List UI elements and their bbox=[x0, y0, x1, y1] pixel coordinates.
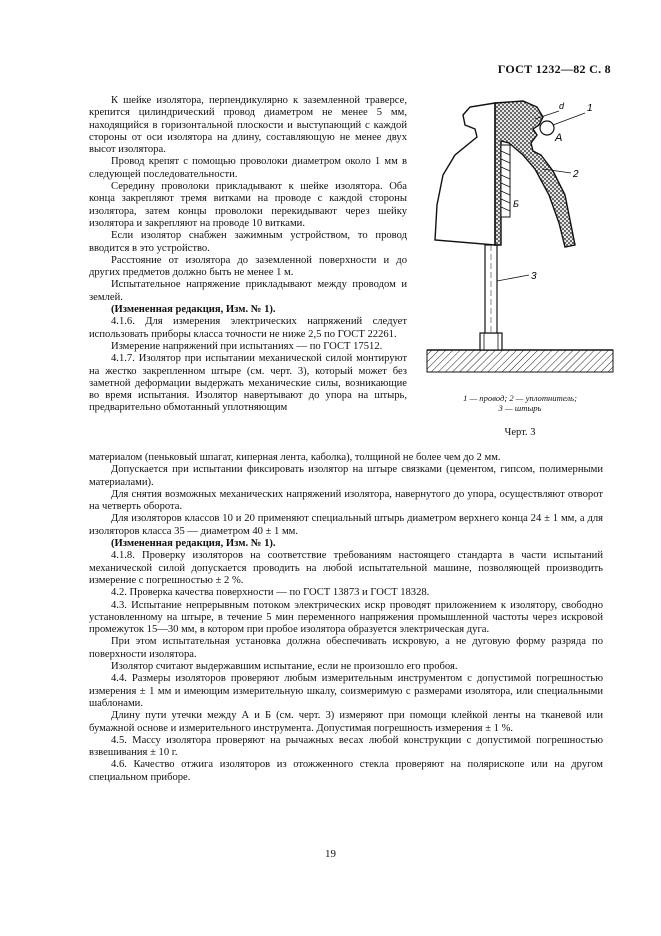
thread-zone bbox=[501, 145, 510, 217]
caption-line-1: 1 — провод; 2 — уплотнитель; bbox=[463, 393, 577, 403]
page-number: 19 bbox=[325, 848, 336, 860]
figure-caption bbox=[432, 393, 608, 413]
paragraph: Допускается при испытании фиксировать изолятор на штыре связками (цементом, гипсом, полимерными материалами). bbox=[89, 464, 603, 488]
paragraph-continuation: материалом (пеньковый шпагат, киперная лента, каболка), толщиной не более чем до 2 мм. bbox=[89, 452, 501, 463]
ground-base bbox=[427, 350, 613, 372]
label-1: 1 bbox=[587, 103, 593, 114]
paragraph: 4.3. Испытание непрерывным потоком электрических искр проводят приложением к изолятору, свободно установленному на штыре, в течение 5 мин переменного напряжения промышленной частоты через искровой промежуток 15—30 мм, в котором при пробое изолятора образуется электрическая дуга. bbox=[89, 599, 603, 636]
paragraph: При этом испытательная установка должна обеспечивать искровую, а не дуговую форму разряда по поверхности изолятора. bbox=[89, 636, 603, 660]
top-column-text bbox=[89, 95, 407, 415]
paragraph: К шейке изолятора, перпендикулярно к заземленной траверсе, крепится цилиндрический провод диаметром не менее 5 мм, находящийся в горизонтальной плоскости и выступающий с каждой стороны от оси изолятора на длину, составляющую не менее двух высот изолятора. bbox=[89, 95, 407, 156]
full-width-text bbox=[89, 452, 603, 784]
paragraph: Середину проволоки прикладывают к шейке изолятора. Оба конца закрепляют тремя витками на проводе с каждой стороны изолятора, затем концы проволоки перекидывают через шейку изолятора и закрепляют на проводе 10 витками. bbox=[89, 181, 407, 229]
label-a: А bbox=[555, 132, 563, 144]
figure-title: Черт. 3 bbox=[504, 427, 536, 438]
paragraph: 4.4. Размеры изоляторов проверяют любым измерительным инструментом с допустимой погрешностью измерения ± 1 мм и имеющим измерительную шкалу, соизмеримую с размерами изолятора, или специальными шаблонами. bbox=[89, 673, 603, 709]
label-2: 2 bbox=[573, 169, 579, 180]
paragraph: 4.1.6. Для измерения электрических напряжений следует использовать приборы класса точности не ниже 2,5 по ГОСТ 22261. bbox=[89, 316, 407, 340]
caption-line-2: 3 — штырь bbox=[498, 403, 542, 413]
paragraph: Измерение напряжений при испытаниях — по ГОСТ 17512. bbox=[111, 340, 383, 352]
wire-circle bbox=[540, 121, 554, 135]
insulator-drawing bbox=[425, 95, 615, 375]
paragraph: 4.1.8. Проверку изоляторов на соответствие требованиям настоящего стандарта в части испытаний механической силой допускается проводить на любой испытательной машине, позволяющей производить измерение с погрешностью ± 2 %. bbox=[89, 550, 603, 586]
running-header: ГОСТ 1232—82 С. 8 bbox=[497, 62, 611, 76]
label-3: 3 bbox=[531, 271, 537, 282]
paragraph: Если изолятор снабжен зажимным устройством, то провод вводится в это устройство. bbox=[89, 230, 407, 254]
paragraph: Расстояние от изолятора до заземленной поверхности и до других предметов должно быть не менее 1 м. bbox=[89, 254, 407, 279]
paragraph: 4.2. Проверка качества поверхности — по ГОСТ 13873 и ГОСТ 18328. bbox=[111, 587, 430, 599]
amendment-note: (Измененная редакция, Изм. № 1). bbox=[111, 538, 276, 550]
paragraph: Изолятор считают выдержавшим испытание, если не произошло его пробоя. bbox=[111, 661, 458, 673]
label-d: d bbox=[559, 101, 565, 111]
label-b: Б bbox=[513, 199, 519, 209]
paragraph: Для изоляторов классов 10 и 20 применяют специальный штырь диаметром верхнего конца 24 ± 1 мм, а для изоляторов класса 35 — диаметром 40 ± 1 мм. bbox=[89, 513, 603, 537]
paragraph: 4.6. Качество отжига изоляторов из отожженного стекла проверяют на полярископе или на другом специальном приборе. bbox=[89, 759, 603, 783]
amendment-note: (Измененная редакция, Изм. № 1). bbox=[111, 304, 276, 316]
paragraph: 4.1.7. Изолятор при испытании механической силой монтируют на жестко закрепленном штыре (см. черт. 3), который может без заметной деформации выдержать механические силы, возникающие во время испытания. Изолятор навертывают до упора на штырь, предварительно обмотанный уплотняющим bbox=[89, 353, 407, 414]
pin-nut bbox=[480, 333, 502, 350]
insulator-left-half bbox=[435, 103, 495, 245]
paragraph: Для снятия возможных механических напряжений изолятора, навернутого до упора, осуществляют отворот на четверть оборота. bbox=[89, 488, 603, 513]
paragraph: 4.5. Массу изолятора проверяют на рычажных весах любой конструкции с допустимой погрешностью взвешивания ± 10 г. bbox=[89, 734, 603, 759]
paragraph: Длину пути утечки между А и Б (см. черт. 3) измеряют при помощи клейкой ленты на тканевой или бумажной основе и измерительного инструмента. Допустимая погрешность измерения ± 1 %. bbox=[89, 710, 603, 734]
paragraph: Провод крепят с помощью проволоки диаметром около 1 мм в следующей последовательности. bbox=[89, 156, 407, 180]
paragraph: Испытательное напряжение прикладывают между проводом и землей. bbox=[89, 279, 407, 303]
